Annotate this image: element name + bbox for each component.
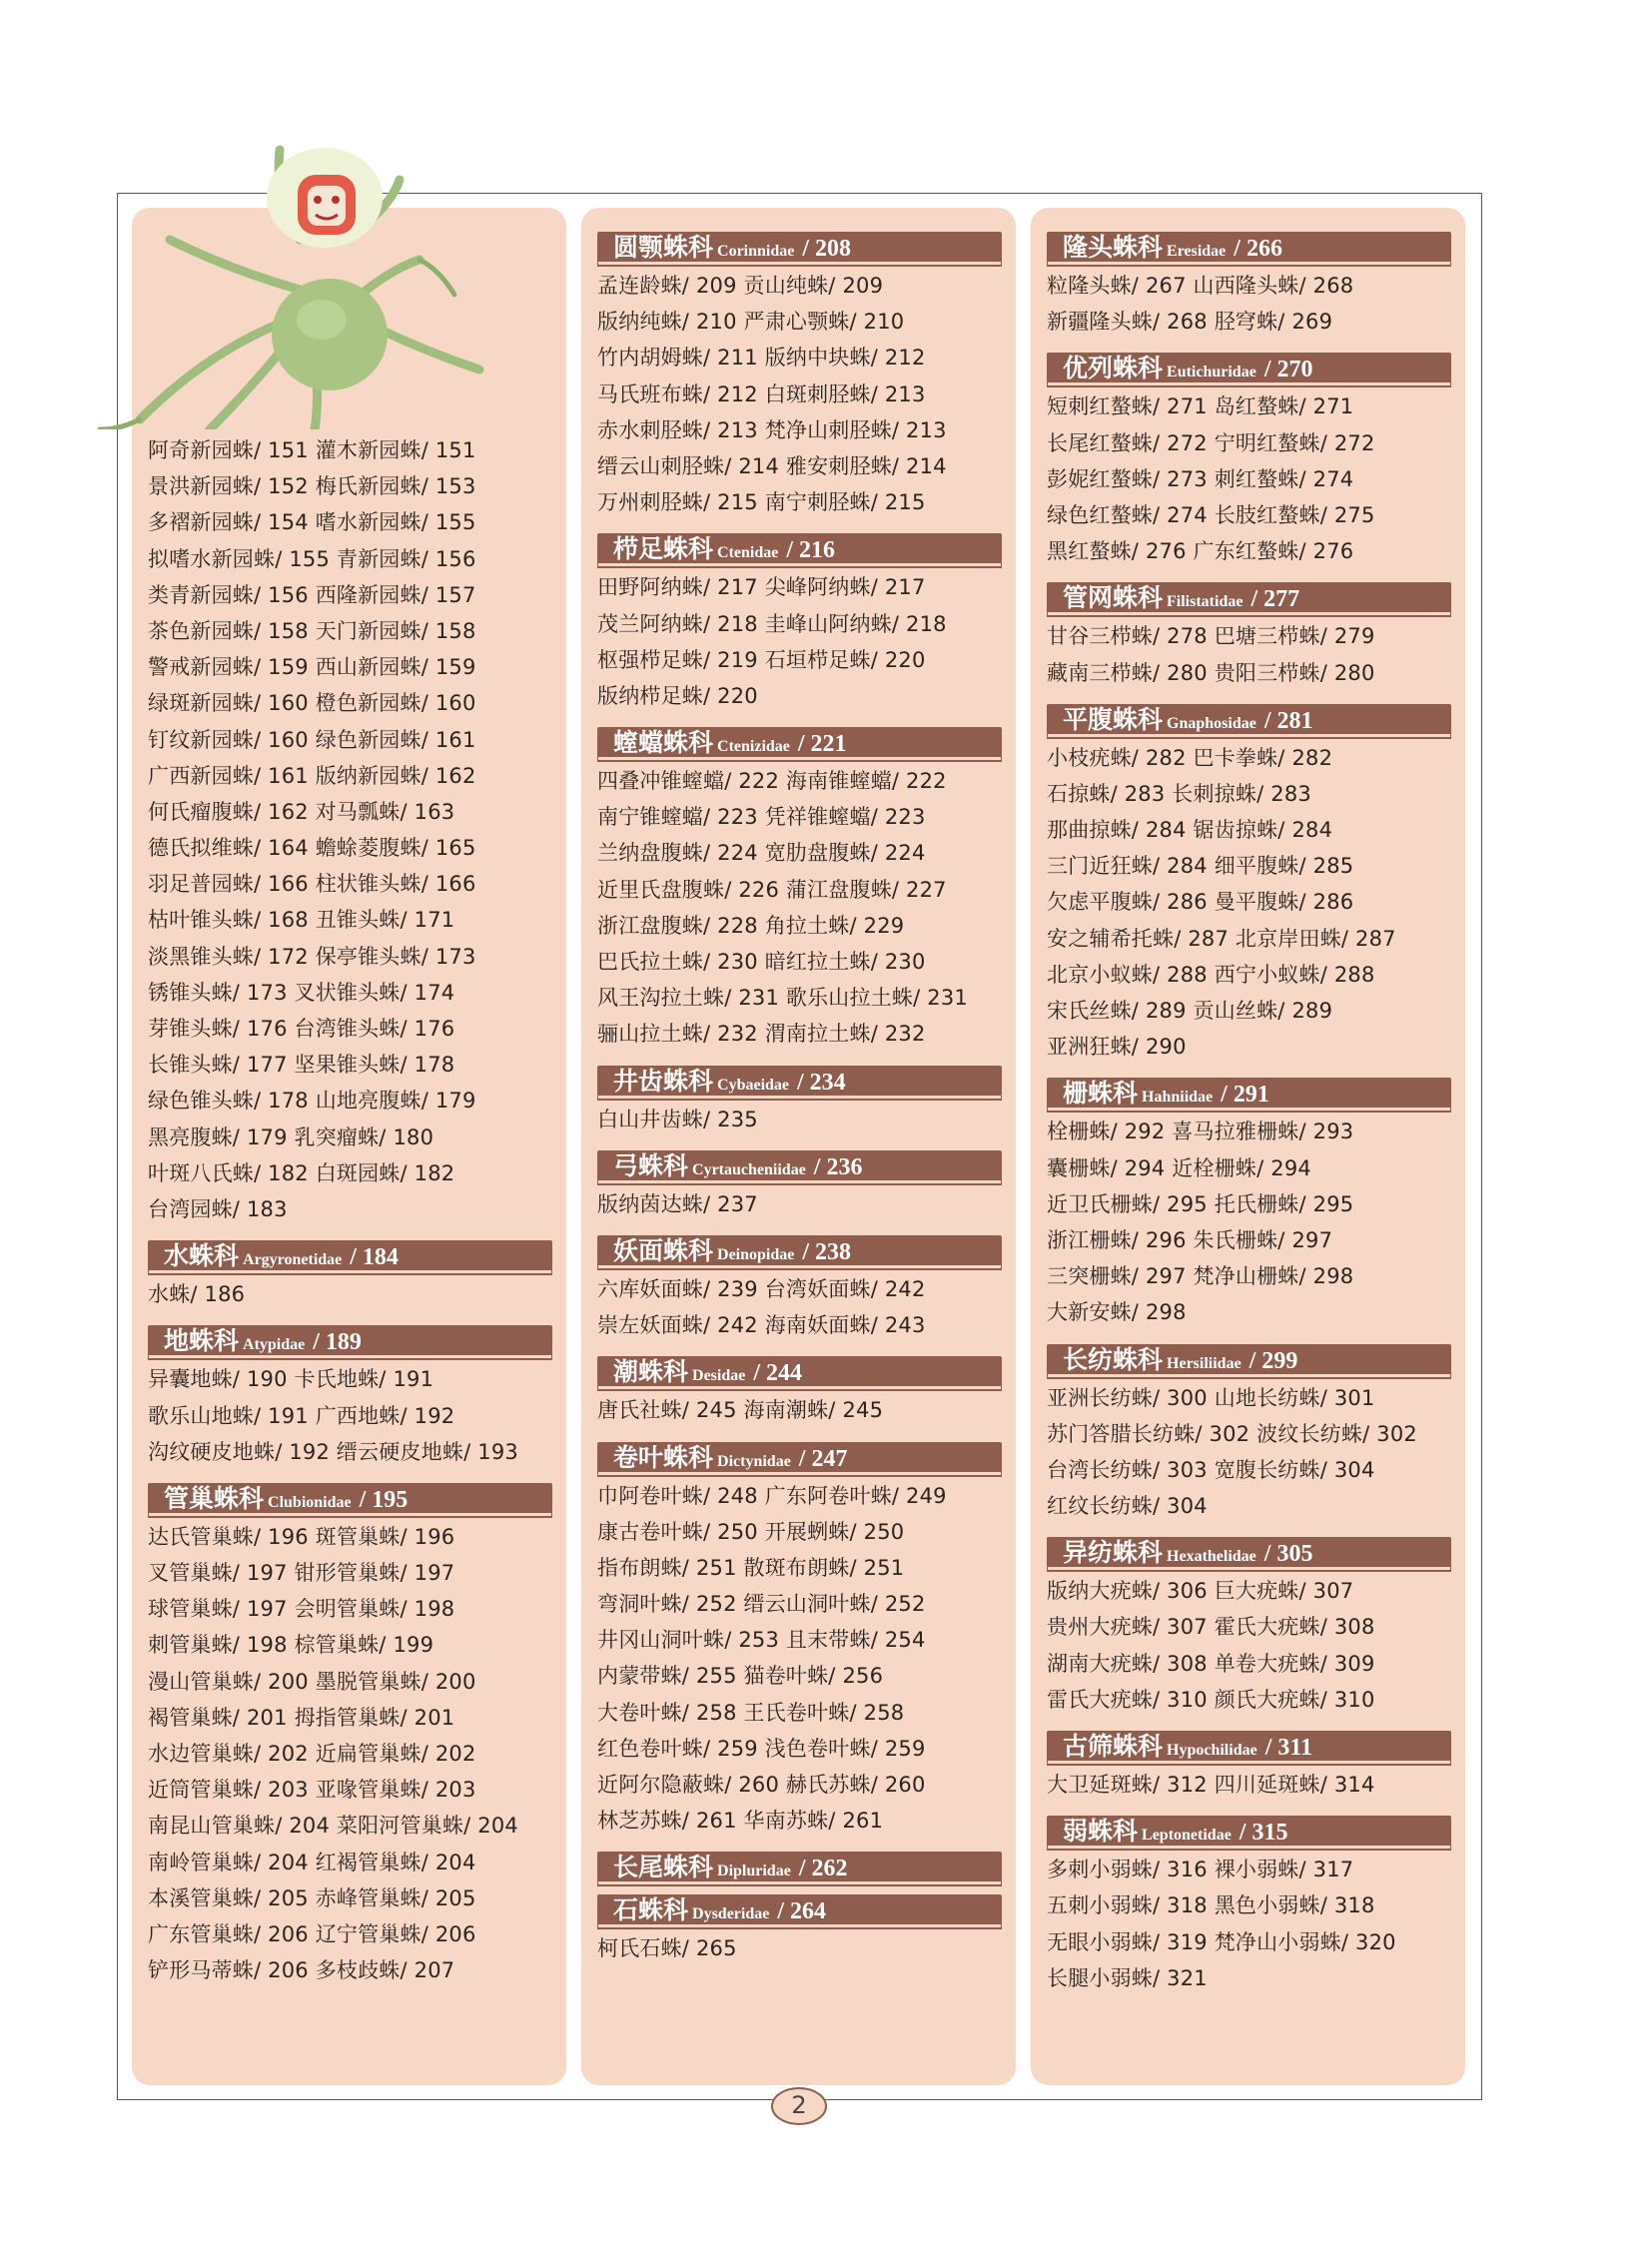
column-content — [597, 232, 1002, 1967]
species-entry: 近卫氏栅蛛/ 295 托氏栅蛛/ 295 — [1047, 1191, 1354, 1216]
species-entry: 叉管巢蛛/ 197 钳形管巢蛛/ 197 — [148, 1561, 455, 1586]
species-entry: 白山井齿蛛/ 235 — [597, 1107, 758, 1131]
family-header — [597, 1356, 1002, 1386]
index-column-3 — [1031, 208, 1465, 2085]
family-header — [148, 1240, 552, 1270]
family-name-cn: 管网蛛科 — [1063, 583, 1164, 613]
species-entry: 达氏管巢蛛/ 196 斑管巢蛛/ 196 — [148, 1524, 455, 1549]
family-name-latin: Deinopidae — [717, 1245, 795, 1263]
species-entry: 兰纳盘腹蛛/ 224 宽肋盘腹蛛/ 224 — [597, 841, 926, 866]
species-entry: 巾阿卷叶蛛/ 248 广东阿卷叶蛛/ 249 — [597, 1483, 947, 1508]
species-entry: 浙江盘腹蛛/ 228 角拉土蛛/ 229 — [597, 913, 905, 938]
species-entry: 贵州大疣蛛/ 307 霍氏大疣蛛/ 308 — [1047, 1615, 1375, 1640]
species-entry: 内蒙带蛛/ 255 猫卷叶蛛/ 256 — [597, 1664, 884, 1689]
family-page: / 266 — [1234, 236, 1282, 262]
species-entry: 拟嗜水新园蛛/ 155 青新园蛛/ 156 — [148, 546, 476, 571]
species-entry: 茶色新园蛛/ 158 天门新园蛛/ 158 — [148, 618, 476, 643]
family-name-latin: Gnaphosidae — [1167, 714, 1256, 732]
family-page: / 189 — [313, 1329, 362, 1356]
species-entry: 黑亮腹蛛/ 179 乳突瘤蛛/ 180 — [148, 1124, 434, 1149]
species-entry: 缙云山刺胫蛛/ 214 雅安刺胫蛛/ 214 — [597, 453, 947, 478]
species-entry: 井冈山洞叶蛛/ 253 且末带蛛/ 254 — [597, 1628, 926, 1653]
family-name-latin: Clubionidae — [268, 1493, 352, 1511]
family-page: / 208 — [802, 236, 852, 262]
species-entry: 台湾长纺蛛/ 303 宽腹长纺蛛/ 304 — [1047, 1457, 1375, 1482]
family-name-cn: 古筛蛛科 — [1063, 1732, 1164, 1761]
species-entry: 铲形马蒂蛛/ 206 多枝歧蛛/ 207 — [148, 1958, 455, 1983]
family-name-cn: 管巢蛛科 — [164, 1483, 265, 1513]
family-name-cn: 弓蛛科 — [613, 1150, 689, 1180]
species-entry: 五刺小弱蛛/ 318 黑色小弱蛛/ 318 — [1047, 1893, 1375, 1918]
species-entry: 安之辅希托蛛/ 287 北京岸田蛛/ 287 — [1047, 926, 1396, 951]
species-entry: 刺管巢蛛/ 198 棕管巢蛛/ 199 — [148, 1633, 434, 1658]
species-entry: 风王沟拉土蛛/ 231 歌乐山拉土蛛/ 231 — [597, 986, 968, 1011]
species-entry: 红色卷叶蛛/ 259 浅色卷叶蛛/ 259 — [597, 1736, 926, 1761]
family-name-cn: 异纺蛛科 — [1063, 1538, 1164, 1568]
family-page: / 277 — [1250, 586, 1300, 613]
species-entry: 水边管巢蛛/ 202 近扁管巢蛛/ 202 — [148, 1742, 476, 1766]
species-entry: 亚洲长纺蛛/ 300 山地长纺蛛/ 301 — [1047, 1385, 1375, 1410]
family-name-cn: 地蛛科 — [164, 1326, 240, 1356]
family-name-cn: 潮蛛科 — [613, 1357, 689, 1387]
species-entry: 近里氏盘腹蛛/ 226 蒲江盘腹蛛/ 227 — [597, 877, 947, 902]
species-entry: 康古卷叶蛛/ 250 开展蛚蛛/ 250 — [597, 1519, 905, 1544]
family-page: / 236 — [813, 1153, 863, 1180]
species-entry: 绿色红螯蛛/ 274 长肢红螯蛛/ 275 — [1047, 502, 1375, 527]
family-name-latin: Dysderidae — [692, 1905, 770, 1923]
species-entry: 警戒新园蛛/ 159 西山新园蛛/ 159 — [148, 655, 476, 680]
species-entry: 叶斑八氏蛛/ 182 白斑园蛛/ 182 — [148, 1160, 455, 1185]
family-name-latin: Hersiliidae — [1167, 1354, 1241, 1372]
family-header — [148, 1483, 552, 1513]
species-entry: 异囊地蛛/ 190 卡氏地蛛/ 191 — [148, 1367, 434, 1392]
family-name-latin: Atypidae — [243, 1336, 306, 1354]
species-entry: 弯洞叶蛛/ 252 缙云山洞叶蛛/ 252 — [597, 1592, 926, 1617]
family-page: / 299 — [1248, 1347, 1298, 1374]
species-entry: 石掠蛛/ 283 长刺掠蛛/ 283 — [1047, 781, 1311, 806]
species-entry: 长锥头蛛/ 177 坚果锥头蛛/ 178 — [148, 1053, 455, 1078]
family-name-latin: Eutichuridae — [1167, 364, 1256, 381]
species-entry: 钉纹新园蛛/ 160 绿色新园蛛/ 161 — [148, 727, 476, 752]
family-page: / 315 — [1239, 1820, 1288, 1847]
family-header — [597, 1852, 1002, 1881]
family-name-latin: Dictynidae — [717, 1452, 791, 1470]
family-name-latin: Corinnidae — [717, 243, 795, 260]
family-name-latin: Ctenizidae — [717, 738, 790, 756]
family-page: / 247 — [798, 1445, 848, 1472]
family-name-cn: 妖面蛛科 — [613, 1235, 714, 1265]
species-entry: 三突栅蛛/ 297 梵净山栅蛛/ 298 — [1047, 1264, 1354, 1289]
family-header — [1047, 1816, 1451, 1846]
family-name-latin: Eresidae — [1167, 243, 1227, 260]
family-header — [597, 1150, 1002, 1180]
species-entry: 褐管巢蛛/ 201 拇指管巢蛛/ 201 — [148, 1705, 455, 1730]
family-page: / 311 — [1264, 1735, 1313, 1761]
species-entry: 大新安蛛/ 298 — [1047, 1300, 1187, 1325]
species-entry: 淡黑锥头蛛/ 172 保亭锥头蛛/ 173 — [148, 944, 476, 969]
family-name-cn: 长纺蛛科 — [1063, 1344, 1164, 1374]
family-name-cn: 井齿蛛科 — [613, 1066, 714, 1096]
species-entry: 新疆隆头蛛/ 268 胫穹蛛/ 269 — [1047, 310, 1333, 335]
species-entry: 林芝苏蛛/ 261 华南苏蛛/ 261 — [597, 1809, 884, 1834]
species-entry: 绿斑新园蛛/ 160 橙色新园蛛/ 160 — [148, 691, 476, 716]
family-name-cn: 卷叶蛛科 — [613, 1442, 714, 1472]
species-entry: 囊栅蛛/ 294 近栓栅蛛/ 294 — [1047, 1155, 1311, 1180]
species-entry: 栓栅蛛/ 292 喜马拉雅栅蛛/ 293 — [1047, 1120, 1354, 1144]
species-entry: 竹内胡姆蛛/ 211 版纳中块蛛/ 212 — [597, 346, 926, 371]
species-entry: 版纳纯蛛/ 210 严肃心颚蛛/ 210 — [597, 310, 905, 335]
species-entry: 湖南大疣蛛/ 308 单卷大疣蛛/ 309 — [1047, 1651, 1375, 1676]
species-entry: 球管巢蛛/ 197 会明管巢蛛/ 198 — [148, 1597, 455, 1622]
species-entry: 黑红螯蛛/ 276 广东红螯蛛/ 276 — [1047, 539, 1354, 564]
species-entry: 指布朗蛛/ 251 散斑布朗蛛/ 251 — [597, 1555, 905, 1580]
species-entry: 小枝疣蛛/ 282 巴卡拳蛛/ 282 — [1047, 745, 1333, 770]
family-page: / 270 — [1263, 357, 1313, 383]
species-entry: 羽足普园蛛/ 166 柱状锥头蛛/ 166 — [148, 872, 476, 897]
family-header — [1047, 353, 1451, 382]
species-entry: 漫山管巢蛛/ 200 墨脱管巢蛛/ 200 — [148, 1669, 476, 1694]
family-name-cn: 螲蟷蛛科 — [613, 728, 714, 758]
family-page: / 221 — [797, 731, 847, 758]
family-name-cn: 石蛛科 — [613, 1895, 689, 1925]
species-entry: 本溪管巢蛛/ 205 赤峰管巢蛛/ 205 — [148, 1885, 476, 1910]
family-name-latin: Leptonetidae — [1142, 1827, 1232, 1845]
species-entry: 南岭管巢蛛/ 204 红褐管巢蛛/ 204 — [148, 1850, 476, 1874]
family-name-cn: 优列蛛科 — [1063, 354, 1164, 383]
species-entry: 广东管巢蛛/ 206 辽宁管巢蛛/ 206 — [148, 1921, 476, 1946]
species-entry: 台湾园蛛/ 183 — [148, 1196, 288, 1221]
family-name-cn: 圆颚蛛科 — [613, 233, 714, 262]
species-entry: 近阿尔隐蔽蛛/ 260 赫氏苏蛛/ 260 — [597, 1773, 926, 1797]
species-entry: 广西新园蛛/ 161 版纳新园蛛/ 162 — [148, 763, 476, 788]
species-entry: 多褶新园蛛/ 154 嗜水新园蛛/ 155 — [148, 510, 476, 535]
species-entry: 甘谷三栉蛛/ 278 巴塘三栉蛛/ 279 — [1047, 624, 1375, 649]
species-entry: 红纹长纺蛛/ 304 — [1047, 1494, 1208, 1519]
family-name-latin: Ctenidae — [717, 544, 779, 562]
family-header — [1047, 1537, 1451, 1567]
family-name-cn: 栉足蛛科 — [613, 534, 714, 564]
index-column-2 — [581, 208, 1016, 2085]
species-entry: 雷氏大疣蛛/ 310 颜氏大疣蛛/ 310 — [1047, 1687, 1375, 1712]
family-page: / 291 — [1221, 1082, 1269, 1109]
family-page: / 281 — [1263, 707, 1313, 734]
species-entry: 南宁锥螲蟷/ 223 凭祥锥螲蟷/ 223 — [597, 805, 926, 830]
species-entry: 芽锥头蛛/ 176 台湾锥头蛛/ 176 — [148, 1017, 455, 1041]
family-header — [597, 1235, 1002, 1265]
species-entry: 那曲掠蛛/ 284 锯齿掠蛛/ 284 — [1047, 818, 1333, 843]
species-entry: 万州刺胫蛛/ 215 南宁刺胫蛛/ 215 — [597, 490, 926, 515]
family-header — [597, 1442, 1002, 1472]
family-name-cn: 长尾蛛科 — [613, 1853, 714, 1882]
family-name-latin: Hypochilidae — [1167, 1742, 1257, 1759]
species-entry: 景洪新园蛛/ 152 梅氏新园蛛/ 153 — [148, 474, 476, 499]
family-name-latin: Hexathelidae — [1167, 1548, 1256, 1566]
family-header — [1047, 704, 1451, 734]
species-entry: 柯氏石蛛/ 265 — [597, 1936, 737, 1961]
species-entry: 长腿小弱蛛/ 321 — [1047, 1965, 1208, 1990]
species-entry: 四叠冲锥螲蟷/ 222 海南锥螲蟷/ 222 — [597, 769, 947, 794]
family-name-cn: 水蛛科 — [164, 1241, 240, 1271]
family-header — [597, 533, 1002, 563]
family-header — [1047, 1731, 1451, 1761]
column-content — [148, 432, 552, 1988]
species-entry: 南昆山管巢蛛/ 204 菜阳河管巢蛛/ 204 — [148, 1814, 518, 1839]
family-page: / 305 — [1263, 1541, 1313, 1568]
family-page: / 216 — [786, 537, 836, 564]
species-entry: 版纳茵达蛛/ 237 — [597, 1191, 758, 1216]
family-page: / 195 — [359, 1486, 409, 1513]
family-name-cn: 栅蛛科 — [1063, 1079, 1139, 1109]
species-entry: 欠虑平腹蛛/ 286 曼平腹蛛/ 286 — [1047, 890, 1354, 915]
species-entry: 枢强栉足蛛/ 219 石垣栉足蛛/ 220 — [597, 647, 926, 672]
species-entry: 孟连龄蛛/ 209 贡山纯蛛/ 209 — [597, 274, 884, 298]
species-entry: 水蛛/ 186 — [148, 1282, 246, 1307]
family-name-latin: Dipluridae — [717, 1863, 791, 1880]
column-content — [1047, 232, 1451, 1996]
family-name-latin: Desidae — [692, 1367, 746, 1385]
species-entry: 赤水刺胫蛛/ 213 梵净山刺胫蛛/ 213 — [597, 417, 947, 442]
family-page: / 234 — [797, 1069, 846, 1096]
family-name-cn: 弱蛛科 — [1063, 1817, 1139, 1847]
family-page: / 262 — [798, 1856, 848, 1882]
species-entry: 北京小蚁蛛/ 288 西宁小蚁蛛/ 288 — [1047, 962, 1375, 987]
family-name-latin: Cyrtaucheniidae — [692, 1160, 806, 1178]
species-entry: 歌乐山地蛛/ 191 广西地蛛/ 192 — [148, 1403, 455, 1428]
family-name-latin: Hahniidae — [1142, 1089, 1214, 1107]
family-page: / 244 — [753, 1360, 803, 1387]
species-entry: 锈锥头蛛/ 173 叉状锥头蛛/ 174 — [148, 980, 455, 1005]
family-page: / 264 — [777, 1898, 827, 1925]
page-number-text: 2 — [791, 2091, 807, 2119]
species-entry: 马氏班布蛛/ 212 白斑刺胫蛛/ 213 — [597, 381, 926, 406]
family-name-cn: 平腹蛛科 — [1063, 704, 1164, 734]
family-header — [597, 1066, 1002, 1096]
species-entry: 版纳大疣蛛/ 306 巨大疣蛛/ 307 — [1047, 1579, 1354, 1604]
family-name-latin: Cybaeidae — [717, 1076, 790, 1094]
page-number — [769, 2085, 829, 2127]
species-entry: 彭妮红螯蛛/ 273 刺红螯蛛/ 274 — [1047, 466, 1354, 491]
species-entry: 宋氏丝蛛/ 289 贡山丝蛛/ 289 — [1047, 999, 1333, 1023]
family-name-latin: Argyronetidae — [243, 1251, 343, 1269]
family-header — [1047, 232, 1451, 262]
species-entry: 何氏瘤腹蛛/ 162 对马瓢蛛/ 163 — [148, 799, 455, 824]
family-header — [597, 727, 1002, 757]
species-entry: 唐氏社蛛/ 245 海南潮蛛/ 245 — [597, 1398, 884, 1423]
species-entry: 浙江栅蛛/ 296 朱氏栅蛛/ 297 — [1047, 1227, 1333, 1252]
species-entry: 藏南三栉蛛/ 280 贵阳三栉蛛/ 280 — [1047, 660, 1375, 685]
species-entry: 版纳栉足蛛/ 220 — [597, 683, 758, 708]
species-entry: 多刺小弱蛛/ 316 裸小弱蛛/ 317 — [1047, 1858, 1354, 1882]
species-entry: 崇左妖面蛛/ 242 海南妖面蛛/ 243 — [597, 1313, 926, 1338]
species-entry: 沟纹硬皮地蛛/ 192 缙云硬皮地蛛/ 193 — [148, 1439, 518, 1464]
family-header — [1047, 582, 1451, 612]
family-name-latin: Filistatidae — [1167, 593, 1243, 611]
species-entry: 田野阿纳蛛/ 217 尖峰阿纳蛛/ 217 — [597, 575, 926, 600]
family-page: / 238 — [802, 1238, 852, 1265]
crab-spider-photo — [60, 120, 579, 429]
species-entry: 六库妖面蛛/ 239 台湾妖面蛛/ 242 — [597, 1276, 926, 1301]
species-entry: 短刺红螯蛛/ 271 岛红螯蛛/ 271 — [1047, 394, 1354, 419]
species-entry: 三门近狂蛛/ 284 细平腹蛛/ 285 — [1047, 854, 1354, 879]
species-entry: 亚洲狂蛛/ 290 — [1047, 1035, 1187, 1060]
species-entry: 大卫延斑蛛/ 312 四川延斑蛛/ 314 — [1047, 1773, 1375, 1797]
species-entry: 大卷叶蛛/ 258 王氏卷叶蛛/ 258 — [597, 1700, 905, 1725]
species-entry: 粒隆头蛛/ 267 山西隆头蛛/ 268 — [1047, 274, 1354, 298]
family-header — [1047, 1078, 1451, 1108]
species-entry: 阿奇新园蛛/ 151 灌木新园蛛/ 151 — [148, 438, 476, 462]
family-header — [597, 232, 1002, 262]
species-entry: 无眼小弱蛛/ 319 梵净山小弱蛛/ 320 — [1047, 1929, 1396, 1954]
species-entry: 枯叶锥头蛛/ 168 丑锥头蛛/ 171 — [148, 908, 455, 933]
species-entry: 茂兰阿纳蛛/ 218 圭峰山阿纳蛛/ 218 — [597, 611, 947, 636]
species-entry: 长尾红螯蛛/ 272 宁明红螯蛛/ 272 — [1047, 430, 1375, 455]
species-entry: 近筒管巢蛛/ 203 亚喙管巢蛛/ 203 — [148, 1778, 476, 1803]
species-entry: 德氏拟维蛛/ 164 蟾蜍菱腹蛛/ 165 — [148, 836, 476, 861]
family-header — [597, 1894, 1002, 1924]
family-name-cn: 隆头蛛科 — [1063, 233, 1164, 262]
species-entry: 骊山拉土蛛/ 232 渭南拉土蛛/ 232 — [597, 1022, 926, 1047]
family-header — [1047, 1344, 1451, 1374]
index-column-1 — [132, 208, 566, 2085]
species-entry: 巴氏拉土蛛/ 230 暗红拉土蛛/ 230 — [597, 950, 926, 974]
family-page: / 184 — [350, 1244, 399, 1271]
species-entry: 类青新园蛛/ 156 西隆新园蛛/ 157 — [148, 582, 476, 607]
species-entry: 苏门答腊长纺蛛/ 302 波纹长纺蛛/ 302 — [1047, 1421, 1417, 1446]
family-header — [148, 1325, 552, 1355]
species-entry: 绿色锥头蛛/ 178 山地亮腹蛛/ 179 — [148, 1089, 476, 1114]
